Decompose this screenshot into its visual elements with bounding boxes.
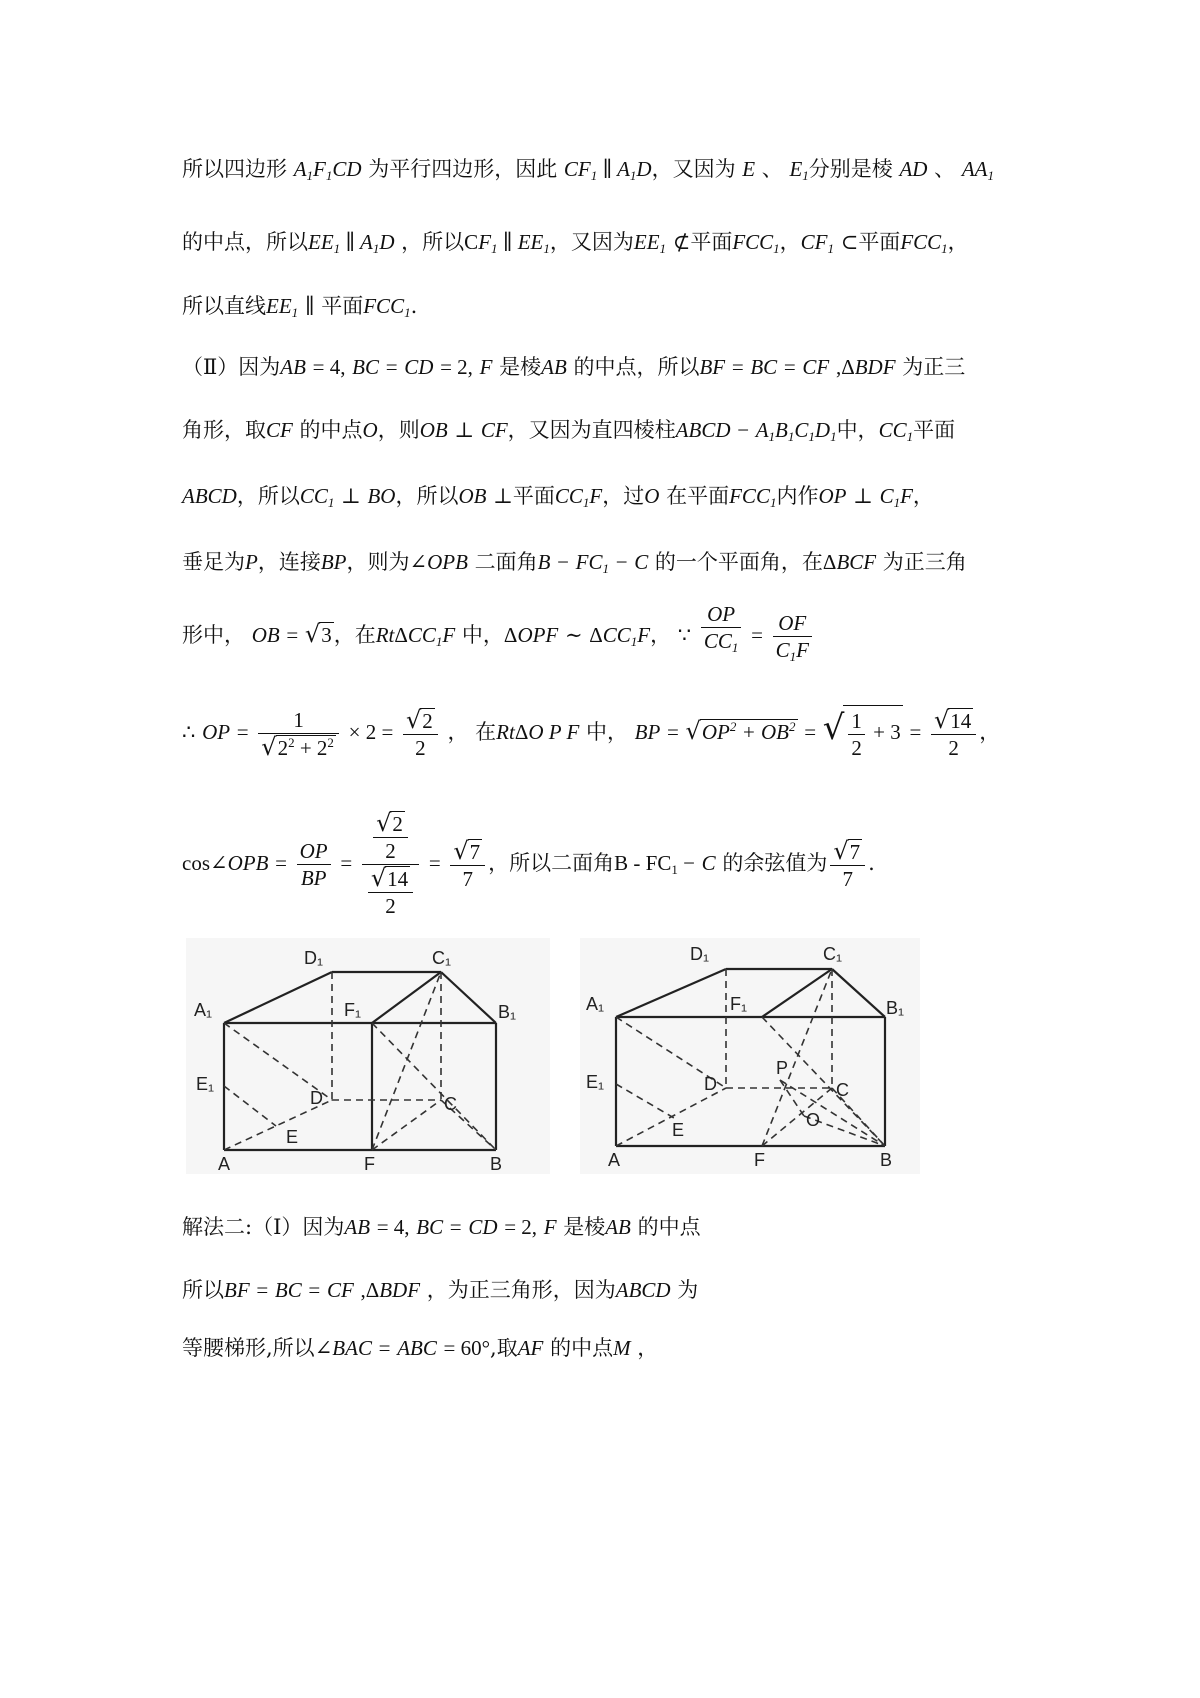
text-run: ， [650,623,672,647]
vertex-label: E [672,1120,685,1140]
vertex-label: A₁ [194,1000,213,1020]
vertex-label: A [218,1154,231,1174]
text-line-5: 角形，取CF 的中点O，则OB ⊥ CF，又因为直四棱柱ABCD − $A_1B_1C_1D_1$中，$CC_1$平面 [182,418,956,444]
text-run: 平面 [913,418,956,442]
text-run: 的一个平面角，在 [654,550,823,574]
text-run: 解法二:（Ⅰ）因为 [182,1215,345,1239]
text-run: ，又因为直四棱柱 [507,418,676,442]
vertex-label: A [608,1150,621,1170]
vertex-label: C [836,1080,849,1100]
text-run: ， [979,720,1001,744]
vertex-label: F₁ [344,1000,362,1020]
text-run: ，所以二面角 [488,851,615,875]
text-run: 平面 [321,294,364,318]
text-run: 中， [585,720,628,744]
text-run: 分别是棱 [808,157,893,181]
vertex-label: E₁ [586,1072,605,1092]
text-run: （Ⅱ）因为 [182,355,281,379]
text-run: ，过 [602,484,645,508]
text-line-8: 形中， OB = √3，在RtΔCC$_1$F 中，ΔOPF ∼ $\Delta CC_1F$， ∵ $\frac{OP}{CC_1}$ = $\frac{OF}{C_1F}$ [182,610,815,663]
text-run: ， [637,1336,659,1360]
prism-diagram-1 [186,938,550,1174]
vertex-label: O [806,1110,821,1130]
text-run: 、 [761,157,783,181]
text-run: 的中点 [299,418,363,442]
text-line-1: 所以四边形 $A_1F_1CD$ 为平行四边形，因此 $CF_1$ ∥ $A_1D$，又因为 E 、 $E_1$分别是棱 AD 、 $AA_1$ [182,157,995,183]
text-run: 是棱 [499,355,542,379]
text-run: 为正三角 [882,550,967,574]
text-run: 的余弦值为 [722,851,828,875]
text-run: 形中， [182,623,245,647]
text-line-7: 垂足为P，连接BP，则为∠OPB 二面角$B - FC_1 - C$ 的一个平面角，在ΔBCF 为正三角 [182,550,967,576]
text-run: ，所以 [401,230,465,254]
text-run: 为平行四边形，因此 [368,157,558,181]
text-line-4: （Ⅱ）因为AB = 4, BC = CD = 2, F 是棱AB 的中点，所以BF = BC = CF ,ΔBDF 为正三 [182,355,966,379]
vertex-label: D [310,1088,323,1108]
text-run: 平面 [512,484,555,508]
text-run: 平面 [858,230,901,254]
vertex-label: D₁ [304,948,324,968]
text-line-6: ABCD，所以$CC_1$ ⊥ BO，所以OB ⊥平面$CC_1F$，过O 在平面$FCC_1$内作OP ⊥ $C_1F$， [182,484,934,510]
text-run: 内作 [776,484,819,508]
text-run: 的中点 [550,1336,614,1360]
text-run: 所以直线 [182,294,266,318]
text-run: 在平面 [666,484,730,508]
vertex-label: F [754,1150,765,1170]
text-line-3: 所以直线$EE_1$ ∥ 平面$FCC_1$. [182,294,418,320]
text-run: ， 在 [447,720,497,744]
text-run: ，又因为 [651,157,736,181]
text-run: ， [947,230,969,254]
vertex-label: C₁ [823,944,843,964]
figure-right-prism [580,938,920,1178]
text-run: ，所以 [236,484,300,508]
text-run: 角形，取 [182,418,266,442]
text-run: 的中点 [637,1215,701,1239]
text-run: ，为正三角形，因为 [426,1278,616,1302]
vertex-label: E [286,1127,299,1147]
text-run: 中， [461,623,504,647]
text-run: . [868,851,875,875]
vertex-label: B [880,1150,893,1170]
text-run: 平面 [690,230,733,254]
vertex-label: D₁ [690,944,710,964]
text-run: 所以 [182,1278,224,1302]
text-run: ，在 [333,623,376,647]
text-run: 是棱 [563,1215,606,1239]
vertex-label: A₁ [586,994,605,1014]
vertex-label: B [490,1154,503,1174]
vertex-label: E₁ [196,1074,215,1094]
vertex-label: C₁ [432,948,452,968]
vertex-label: D [704,1074,717,1094]
text-run: 等腰梯形,所以 [182,1336,315,1360]
text-run: ，所以 [395,484,459,508]
text-run: ， [912,484,934,508]
vertex-label: F [364,1154,375,1174]
text-line-9: ∴ OP = $\frac{1}{√2^2 + 2^2}$ × 2 = $\frac{√2}{2}$ ， 在RtΔO P F 中， BP = $√OP^2 + OB^2$ = √ $\frac{1}{2}$ + 3 = $\frac{√14}{2}$ ， [182,705,1001,761]
text-run: 垂足为 [182,550,245,574]
text-run: 的中点，所以 [182,230,308,254]
text-run: 、 [934,157,956,181]
vertex-label: P [776,1058,789,1078]
vertex-label: F₁ [730,994,748,1014]
text-run: 为 [677,1278,699,1302]
text-run: ，又因为 [549,230,634,254]
vertex-label: B₁ [886,998,905,1018]
text-run: 所以四边形 [182,157,287,181]
prism-diagram-2 [580,938,920,1174]
text-line-2: 的中点，所以$EE_1$ ∥ $A_1D$ ，所以$CF_1$ ∥ $EE_1$，又因为$EE_1$ ⊄平面$FCC_1$，$CF_1$ ⊂平面$FCC_1$， [182,230,969,256]
text-run: ，连接 [257,550,321,574]
vertex-label: C [444,1094,457,1114]
text-run: ,取 [490,1336,518,1360]
text-run: . [410,294,418,318]
text-run: ，则 [377,418,420,442]
text-run: ，则为 [346,550,410,574]
vertex-label: B₁ [498,1002,517,1022]
text-line-12: 所以BF = BC = CF ,ΔBDF ，为正三角形，因为ABCD 为 [182,1278,699,1302]
text-run: 为正三 [902,355,966,379]
text-line-11: 解法二:（Ⅰ）因为AB = 4, BC = CD = 2, F 是棱AB 的中点 [182,1215,701,1239]
text-run: 中， [836,418,879,442]
text-run: ， [779,230,801,254]
text-line-10: cos∠OPB = $\frac{OP}{BP}$ = $\frac{\frac{√2}{2}}{\frac{√14}{2}}$ = $\frac{√7}{7}$ ，所以二面角$B - FC_1 - C$ 的余弦值为 $\frac{√7}{7}$ . [182,809,875,918]
text-run: 二面角 [474,550,538,574]
figure-left-prism [186,938,550,1178]
text-line-13: 等腰梯形,所以∠BAC = ABC = 60°,取AF 的中点M ， [182,1336,659,1360]
text-run: 的中点，所以 [573,355,700,379]
